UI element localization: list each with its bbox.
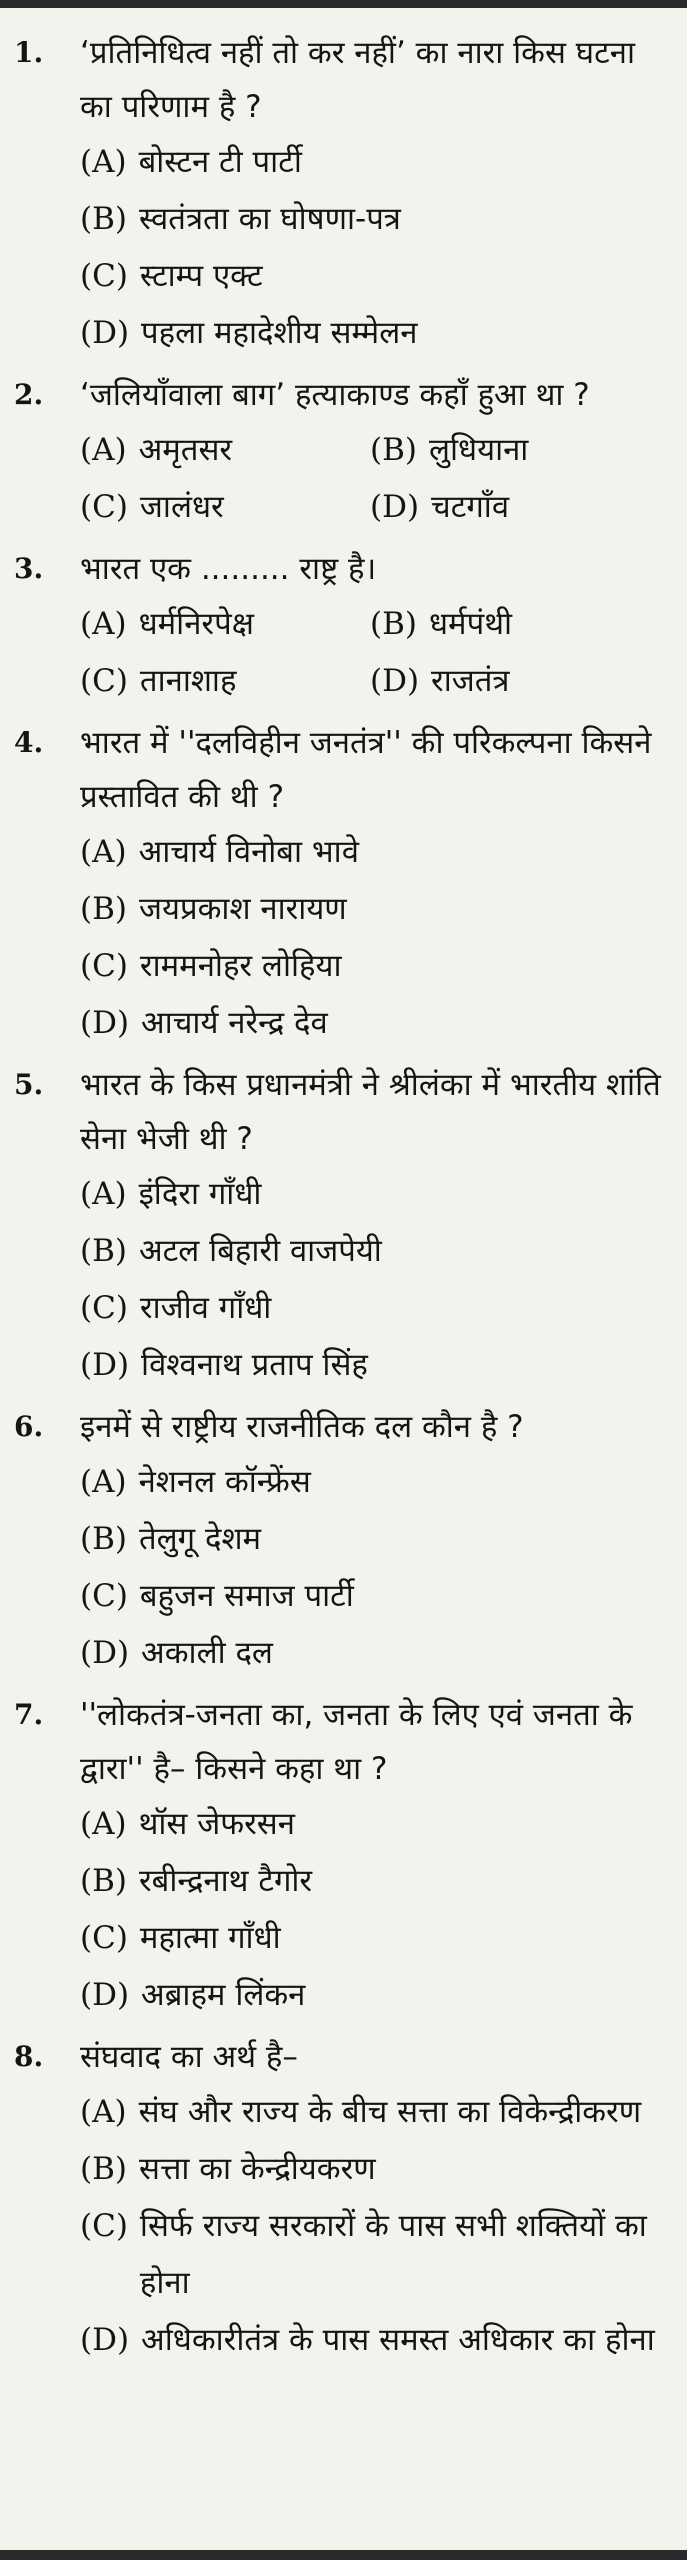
answer-options (80, 422, 669, 536)
option-a (80, 1796, 669, 1853)
option-text: राममनोहर लोहिया (139, 948, 342, 984)
option-c (80, 2198, 669, 2312)
option-letter: (B) (80, 201, 127, 237)
option-text: अटल बिहारी वाजपेयी (138, 1233, 382, 1269)
answer-options (80, 1166, 669, 1394)
option-b (80, 1853, 669, 1910)
option-text: सत्ता का केन्द्रीयकरण (138, 2151, 376, 2187)
option-letter: (B) (80, 1233, 127, 1269)
option-letter: (C) (80, 489, 128, 525)
option-letter: (A) (80, 2094, 127, 2130)
option-letter: (A) (80, 834, 127, 870)
answer-options (80, 596, 669, 710)
option-a (80, 2084, 669, 2141)
question-number: 6. (14, 1410, 44, 1443)
option-row (80, 653, 669, 710)
option-letter: (A) (80, 144, 127, 180)
question-8 (0, 2030, 687, 2369)
option-c (80, 653, 370, 710)
option-text: संघ और राज्य के बीच सत्ता का विकेन्द्रीकरण (138, 2094, 642, 2130)
question-4 (0, 716, 687, 1052)
option-text: राजतंत्र (431, 663, 510, 699)
answer-options (80, 1796, 669, 2024)
option-text: थॉस जेफरसन (138, 1806, 295, 1842)
option-letter: (D) (80, 1977, 130, 2013)
option-b (80, 881, 669, 938)
option-text: बोस्टन टी पार्टी (138, 144, 302, 180)
top-border-rule (0, 0, 687, 8)
option-d (80, 995, 669, 1052)
option-text: रबीन्द्रनाथ टैगोर (138, 1863, 313, 1899)
option-d (370, 653, 660, 710)
option-a (80, 134, 669, 191)
option-text: स्वतंत्रता का घोषणा-पत्र (138, 201, 401, 237)
option-text: अधिकारीतंत्र के पास समस्त अधिकार का होना (141, 2322, 655, 2358)
question-text: इनमें से राष्ट्रीय राजनीतिक दल कौन है ? (80, 1409, 524, 1445)
question-text: ‘जलियाँवाला बाग’ हत्याकाण्ड कहाँ हुआ था ? (80, 377, 590, 413)
question-number: 3. (14, 552, 44, 585)
option-row (80, 596, 669, 653)
option-text: बहुजन समाज पार्टी (139, 1578, 354, 1614)
option-c (80, 1910, 669, 1967)
option-c (80, 938, 669, 995)
option-a (80, 422, 370, 479)
question-number: 5. (14, 1068, 44, 1101)
option-letter: (D) (80, 1005, 130, 1041)
question-text: भारत एक ......... राष्ट्र है। (80, 551, 377, 587)
option-letter: (C) (80, 2208, 128, 2244)
question-text: ''लोकतंत्र-जनता का, जनता के लिए एवं जनता के द्वारा'' है– किसने कहा था ? (80, 1697, 633, 1787)
option-text: अब्राहम लिंकन (141, 1977, 306, 2013)
option-letter: (A) (80, 606, 127, 642)
question-number: 8. (14, 2040, 44, 2073)
option-text: तेलुगू देशम (138, 1521, 262, 1557)
option-d (80, 2312, 669, 2369)
option-letter: (C) (80, 1920, 128, 1956)
option-b (80, 191, 669, 248)
option-b (80, 1223, 669, 1280)
question-text: भारत के किस प्रधानमंत्री ने श्रीलंका में भारतीय शांति सेना भेजी थी ? (80, 1067, 661, 1157)
option-text: पहला महादेशीय सम्मेलन (141, 315, 418, 351)
option-letter: (B) (80, 1521, 127, 1557)
option-letter: (B) (80, 2151, 127, 2187)
option-a (80, 824, 669, 881)
question-number: 7. (14, 1698, 44, 1731)
option-letter: (D) (370, 489, 420, 525)
option-letter: (C) (80, 258, 128, 294)
option-text: राजीव गाँधी (139, 1290, 272, 1326)
question-6 (0, 1400, 687, 1682)
option-letter: (A) (80, 432, 127, 468)
question-2 (0, 368, 687, 536)
option-text: तानाशाह (139, 663, 237, 699)
answer-options (80, 824, 669, 1052)
option-d (80, 1625, 669, 1682)
option-d (370, 479, 660, 536)
option-letter: (D) (80, 1635, 130, 1671)
option-letter: (D) (80, 2322, 130, 2358)
option-letter: (A) (80, 1464, 127, 1500)
option-text: धर्मनिरपेक्ष (138, 606, 254, 642)
option-letter: (C) (80, 1290, 128, 1326)
answer-options (80, 1454, 669, 1682)
option-text: महात्मा गाँधी (139, 1920, 281, 1956)
option-text: विश्वनाथ प्रताप सिंह (141, 1347, 368, 1383)
option-c (80, 1568, 669, 1625)
question-1 (0, 26, 687, 362)
option-text: जालंधर (139, 489, 224, 525)
option-text: आचार्य नरेन्द्र देव (141, 1005, 328, 1041)
option-b (80, 1511, 669, 1568)
option-b (80, 2141, 669, 2198)
option-text: जयप्रकाश नारायण (138, 891, 347, 927)
question-5 (0, 1058, 687, 1394)
option-row (80, 422, 669, 479)
option-text: सिर्फ राज्य सरकारों के पास सभी शक्तियों का होना (139, 2208, 647, 2301)
option-a (80, 596, 370, 653)
option-letter: (D) (80, 315, 130, 351)
option-text: चटगाँव (431, 489, 510, 525)
option-b (370, 422, 660, 479)
option-letter: (A) (80, 1176, 127, 1212)
question-number: 1. (14, 36, 44, 69)
option-letter: (A) (80, 1806, 127, 1842)
option-a (80, 1454, 669, 1511)
option-c (80, 1280, 669, 1337)
question-3 (0, 542, 687, 710)
option-letter: (D) (370, 663, 420, 699)
question-text: संघवाद का अर्थ है– (80, 2039, 298, 2075)
option-d (80, 305, 669, 362)
bottom-border-rule (0, 2550, 687, 2560)
question-text: भारत में ''दलविहीन जनतंत्र'' की परिकल्पना किसने प्रस्तावित की थी ? (80, 725, 652, 815)
option-text: धर्मपंथी (428, 606, 513, 642)
option-letter: (C) (80, 1578, 128, 1614)
question-number: 4. (14, 726, 44, 759)
option-text: स्टाम्प एक्ट (139, 258, 263, 294)
question-7 (0, 1688, 687, 2024)
option-letter: (C) (80, 948, 128, 984)
option-text: आचार्य विनोबा भावे (138, 834, 359, 870)
option-text: नेशनल कॉन्फ्रेंस (138, 1464, 311, 1500)
option-letter: (D) (80, 1347, 130, 1383)
option-letter: (B) (370, 606, 417, 642)
option-c (80, 248, 669, 305)
option-b (370, 596, 660, 653)
question-list (0, 26, 687, 2375)
option-text: इंदिरा गाँधी (138, 1176, 262, 1212)
option-letter: (B) (80, 1863, 127, 1899)
option-text: अकाली दल (141, 1635, 273, 1671)
question-number: 2. (14, 378, 44, 411)
option-letter: (B) (80, 891, 127, 927)
answer-options (80, 134, 669, 362)
option-text: लुधियाना (428, 432, 529, 468)
option-d (80, 1967, 669, 2024)
option-text: अमृतसर (138, 432, 233, 468)
option-c (80, 479, 370, 536)
option-letter: (B) (370, 432, 417, 468)
option-row (80, 479, 669, 536)
option-a (80, 1166, 669, 1223)
question-text: ‘प्रतिनिधित्व नहीं तो कर नहीं’ का नारा किस घटना का परिणाम है ? (80, 35, 635, 125)
option-letter: (C) (80, 663, 128, 699)
answer-options (80, 2084, 669, 2369)
option-d (80, 1337, 669, 1394)
